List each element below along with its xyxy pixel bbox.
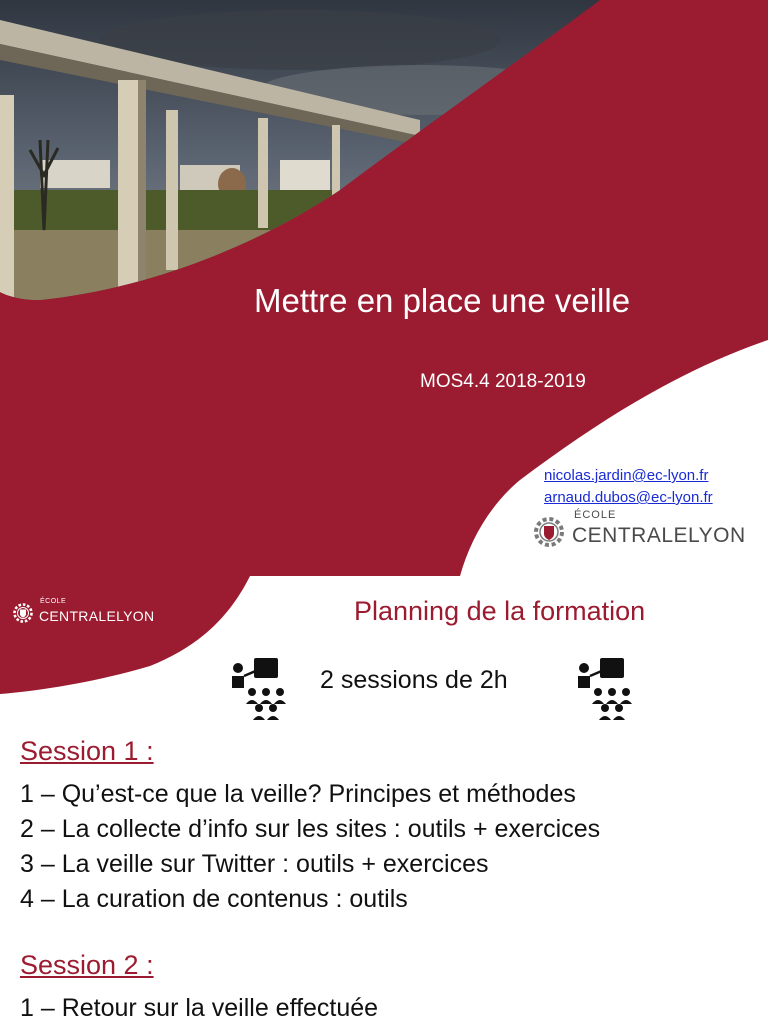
presentation-icon: [228, 656, 294, 722]
planning-title: Planning de la formation: [354, 596, 646, 626]
sessions-summary: 2 sessions de 2h: [320, 666, 508, 694]
presentation-icon: [574, 656, 640, 722]
logo-lyon-text: LYON: [688, 524, 746, 547]
session1-item: 4 – La curation de contenus : outils: [20, 885, 408, 913]
slide-title: Mettre en place une veille: [254, 282, 631, 319]
logo-ecole-text: ÉCOLE: [574, 509, 617, 521]
logo-centrale-text: CENTRALE: [39, 607, 117, 624]
gear-logo-icon: [532, 515, 566, 549]
session1-item: 1 – Qu’est-ce que la veille? Principes et méthodes: [20, 780, 576, 808]
session2-item: 1 – Retour sur la veille effectuée: [20, 994, 379, 1022]
session1-item: 3 – La veille sur Twitter : outils + exercices: [20, 850, 489, 878]
logo-lyon-text: LYON: [116, 607, 155, 624]
session1-heading: Session 1 :: [20, 736, 154, 766]
logo-centrale-text: CENTRALE: [572, 524, 689, 547]
course-code: MOS4.4 2018-2019: [420, 371, 586, 392]
sessions-summary-row: [0, 656, 768, 726]
logo-ecole-text: ÉCOLE: [40, 597, 67, 605]
centrale-lyon-logo-small: [12, 597, 155, 624]
session2-heading: Session 2 :: [20, 950, 154, 980]
email-link-nicolas[interactable]: nicolas.jardin@ec-lyon.fr: [544, 467, 709, 484]
gear-logo-icon: [12, 602, 34, 624]
session1-item: 2 – La collecte d’info sur les sites : outils + exercices: [20, 815, 601, 843]
email-link-arnaud[interactable]: arnaud.dubos@ec-lyon.fr: [544, 489, 713, 506]
centrale-lyon-logo: [532, 509, 746, 552]
planning-slide: [0, 576, 768, 1024]
